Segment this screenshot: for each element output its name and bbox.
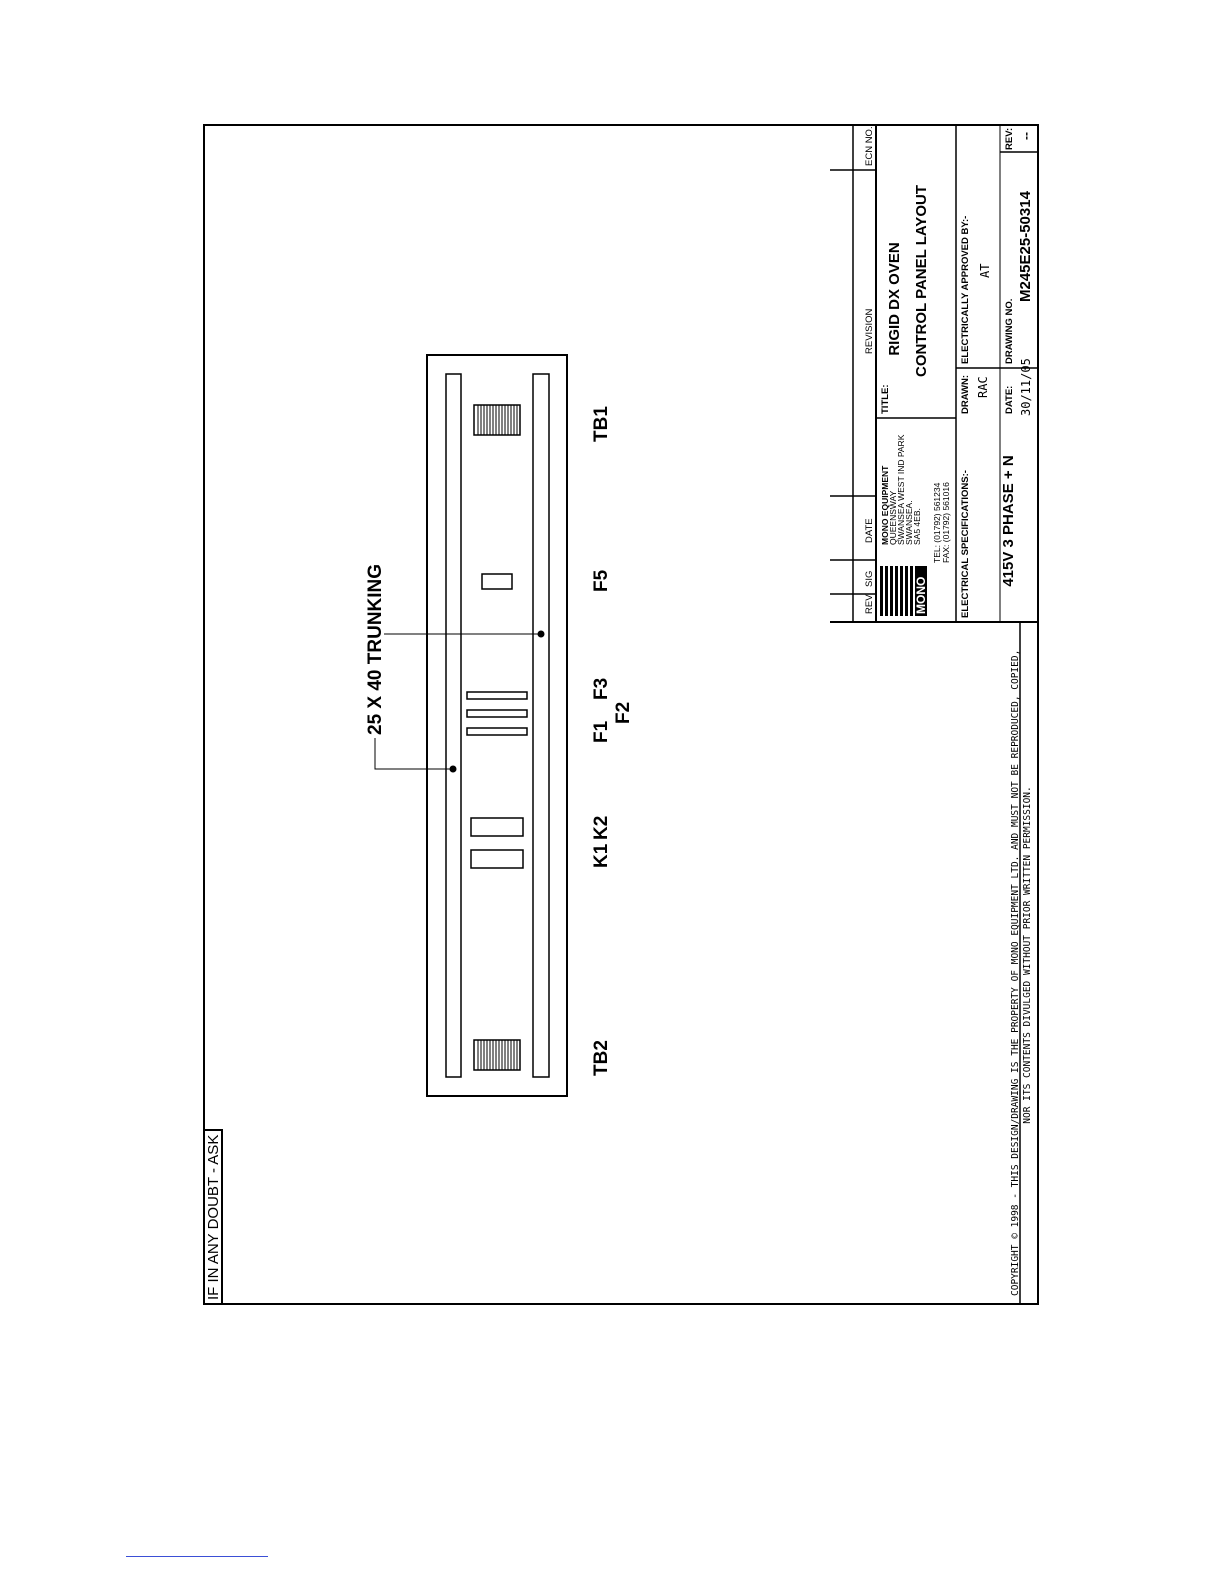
drawing-no-label: DRAWING NO.: [1004, 298, 1015, 364]
contactor-k2: [471, 818, 523, 836]
company-fax: FAX: (01792) 561016: [941, 482, 951, 563]
fuse-f1: [467, 728, 527, 735]
rev-value: --: [1019, 132, 1033, 140]
copyright-line-1: COPYRIGHT © 1998 - THIS DESIGN/DRAWING IS THE PROPERTY OF MONO EQUIPMENT LTD. AND MUST NOT BE REPRODUCED, COPIED,: [1010, 649, 1021, 1296]
company-logo: [880, 566, 928, 616]
label-f3: F3: [591, 677, 612, 700]
rev-label: REV:: [1004, 127, 1015, 150]
panel-outline: [427, 355, 567, 1096]
date-header: DATE: [864, 518, 875, 543]
doubt-note: IF IN ANY DOUBT - ASK: [205, 1134, 222, 1300]
trunking-label: 25 X 40 TRUNKING: [365, 563, 386, 735]
rev-header: REV: [864, 594, 875, 614]
footer-rule: [126, 1556, 268, 1557]
label-k2: K2: [591, 815, 612, 840]
sig-header: SIG: [864, 570, 875, 587]
drawing-no-value: M245E25-50314: [1017, 191, 1034, 302]
elec-spec-label: ELECTRICAL SPECIFICATIONS:-: [960, 470, 971, 618]
drawn-value: RAC: [976, 376, 990, 398]
drawn-label: DRAWN:: [960, 374, 971, 414]
fuse-f3: [467, 692, 527, 699]
terminal-block-tb1: [474, 405, 520, 435]
trunking-leader-left: [375, 738, 453, 769]
revision-header: REVISION: [864, 308, 875, 354]
label-f1: F1: [591, 720, 612, 743]
trunking-right: [533, 374, 549, 1077]
date-value: 30/11/05: [1019, 358, 1033, 416]
ecn-header: ECN NO.: [864, 126, 875, 166]
approved-value: AT: [978, 263, 992, 278]
label-f5: F5: [591, 569, 612, 592]
company-address-1: QUEENSWAY: [888, 490, 898, 545]
elec-spec-value: 415V 3 PHASE + N: [1000, 455, 1017, 587]
trunking-left: [446, 374, 461, 1077]
drawing-title-line-2: CONTROL PANEL LAYOUT: [913, 185, 930, 377]
title-label: TITLE:: [880, 384, 891, 414]
contactor-k1: [471, 850, 523, 868]
date-label: DATE:: [1004, 385, 1015, 414]
fuse-f5: [482, 574, 512, 589]
logo-text: MONO: [914, 576, 928, 614]
copyright-line-2: NOR ITS CONTENTS DIVULGED WITHOUT PRIOR WRITTEN PERMISSION.: [1022, 786, 1033, 1124]
company-address-4: SA5 4EB.: [912, 508, 922, 545]
label-f2: F2: [613, 701, 634, 724]
company-tel: TEL: (01792) 561234: [932, 482, 942, 563]
label-tb2: TB2: [591, 1040, 612, 1076]
control-panel: [375, 355, 567, 1096]
company-address-3: SWANSEA.: [904, 500, 914, 545]
label-tb1: TB1: [591, 406, 612, 442]
company-name: MONO EQUIPMENT: [880, 465, 890, 545]
drawing-title-line-1: RIGID DX OVEN: [886, 242, 903, 356]
terminal-block-tb2: [474, 1040, 520, 1070]
company-address-2: SWANSEA WEST IND PARK: [896, 434, 906, 545]
fuse-f2: [467, 710, 527, 717]
approved-label: ELECTRICALLY APPROVED BY:-: [960, 215, 971, 364]
label-k1: K1: [591, 843, 612, 868]
